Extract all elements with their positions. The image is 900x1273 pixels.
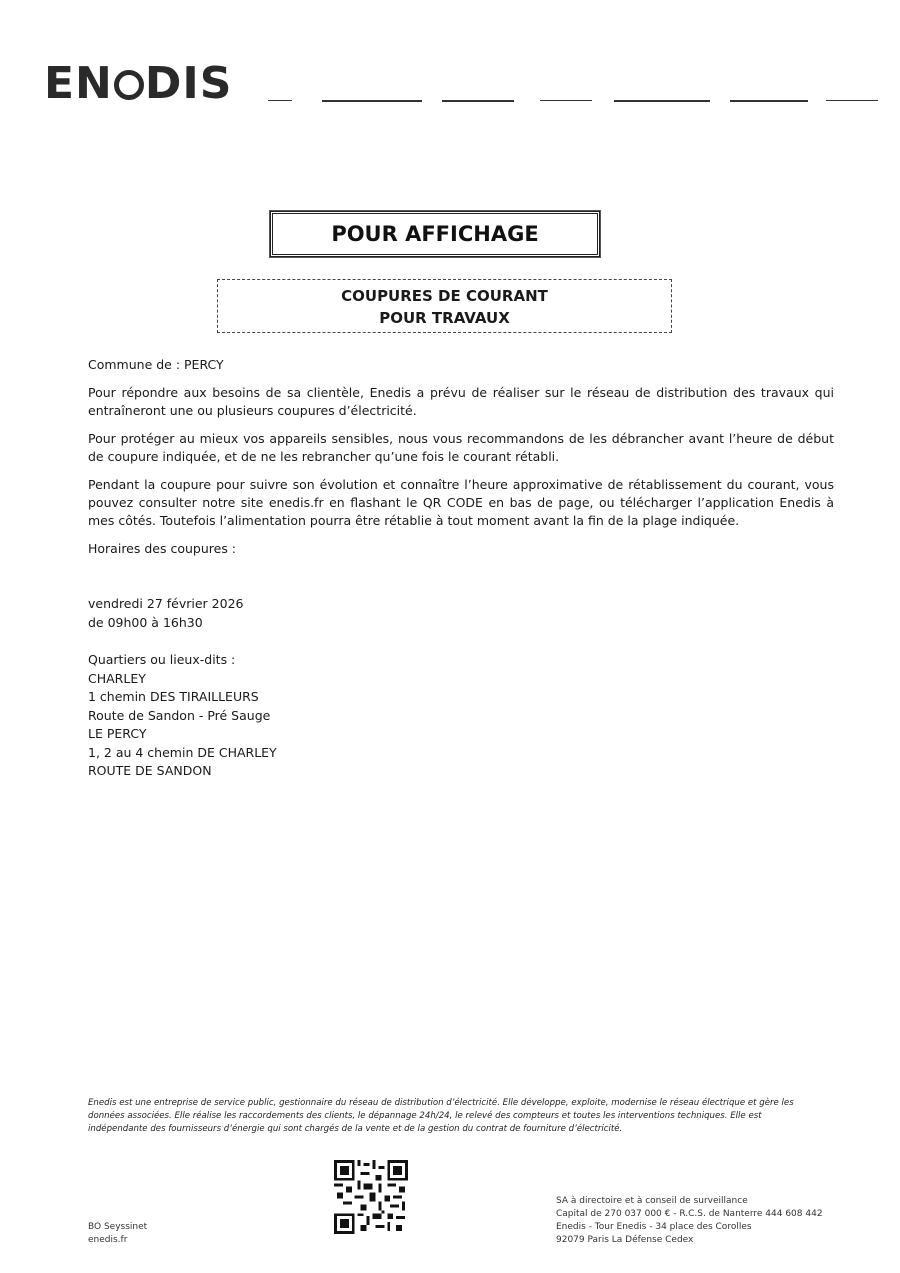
header-rule [442,100,514,102]
paragraph-1: Pour répondre aux besoins de sa clientèle, Enedis a prévu de réaliser sur le réseau de distribution des travaux qui entraîneront une ou plusieurs coupures d’électricité. [88,385,834,418]
location-item: LE PERCY [88,726,147,741]
affichage-title: POUR AFFICHAGE [331,222,539,246]
qr-code-icon[interactable] [334,1160,408,1234]
header-rule [826,100,878,101]
location-item: Route de Sandon - Pré Sauge [88,707,271,723]
header-rule [268,100,292,101]
header-rule [322,100,422,102]
pour-affichage-box [270,211,600,257]
enedis-logo: EN DIS [44,58,233,109]
location-item: CHARLEY [88,670,146,686]
footer-company-line4: 92079 Paris La Défense Cedex [556,1235,694,1245]
commune-line: Commune de : PERCY [88,357,224,372]
header-rule [730,100,808,102]
footer-site-name: BO Seyssinet [88,1222,148,1232]
intro-text [88,356,834,568]
schedule-block [88,595,243,632]
footer-company-line1: SA à directoire et à conseil de surveillance [556,1196,748,1206]
logo-eye-icon [114,70,144,100]
coupures-title-box [217,279,672,333]
paragraph-3: Pendant la coupure pour suivre son évolution et connaître l’heure approximative de rétablissement du courant, vous pouvez consulter notre site enedis.fr en flashant le QR CODE en bas de page, ou télécharger l’application Enedis à mes côtés. Toutefois l’alimentation pourra être rétablie à tout moment avant la fin de la plage indiquée. [88,477,834,528]
locations-block [88,651,277,781]
footer-company-line3: Enedis - Tour Enedis - 34 place des Corolles [556,1222,752,1232]
location-item: ROUTE DE SANDON [88,763,212,778]
location-item: 1, 2 au 4 chemin DE CHARLEY [88,744,277,760]
schedule-time: de 09h00 à 16h30 [88,614,203,630]
header-rule [614,100,710,102]
horaires-label: Horaires des coupures : [88,541,237,556]
schedule-date: vendredi 27 février 2026 [88,596,244,611]
header-rule [540,100,592,101]
coupures-title-line1: COUPURES DE COURANT [341,287,548,305]
paragraph-2: Pour protéger au mieux vos appareils sensibles, nous vous recommandons de les débrancher avant l’heure de début de coupure indiquée, et de ne les rebrancher qu’une fois le courant rétabli. [88,431,834,464]
footer-left [88,1221,147,1247]
footer-right [556,1195,823,1247]
locations-label: Quartiers ou lieux-dits : [88,652,236,667]
location-item: 1 chemin DES TIRAILLEURS [88,689,259,704]
coupures-title-line2: POUR TRAVAUX [379,309,510,327]
footer-legal-note: Enedis est une entreprise de service public, gestionnaire du réseau de distribution d’électricité. Elle développe, exploite, modernise le réseau électrique et gère les données associées. Elle réalise les raccordements des clients, le dépannage 24h/24, le relevé des compteurs et toutes les interventions techniques. Elle est indépendante des fournisseurs d’énergie qui sont chargés de la vente et de la gestion du contrat de fourniture d’électricité. [88,1098,794,1134]
footer-website-link[interactable]: enedis.fr [88,1235,128,1245]
footer-company-line2: Capital de 270 037 000 € - R.C.S. de Nanterre 444 608 442 [556,1209,823,1219]
